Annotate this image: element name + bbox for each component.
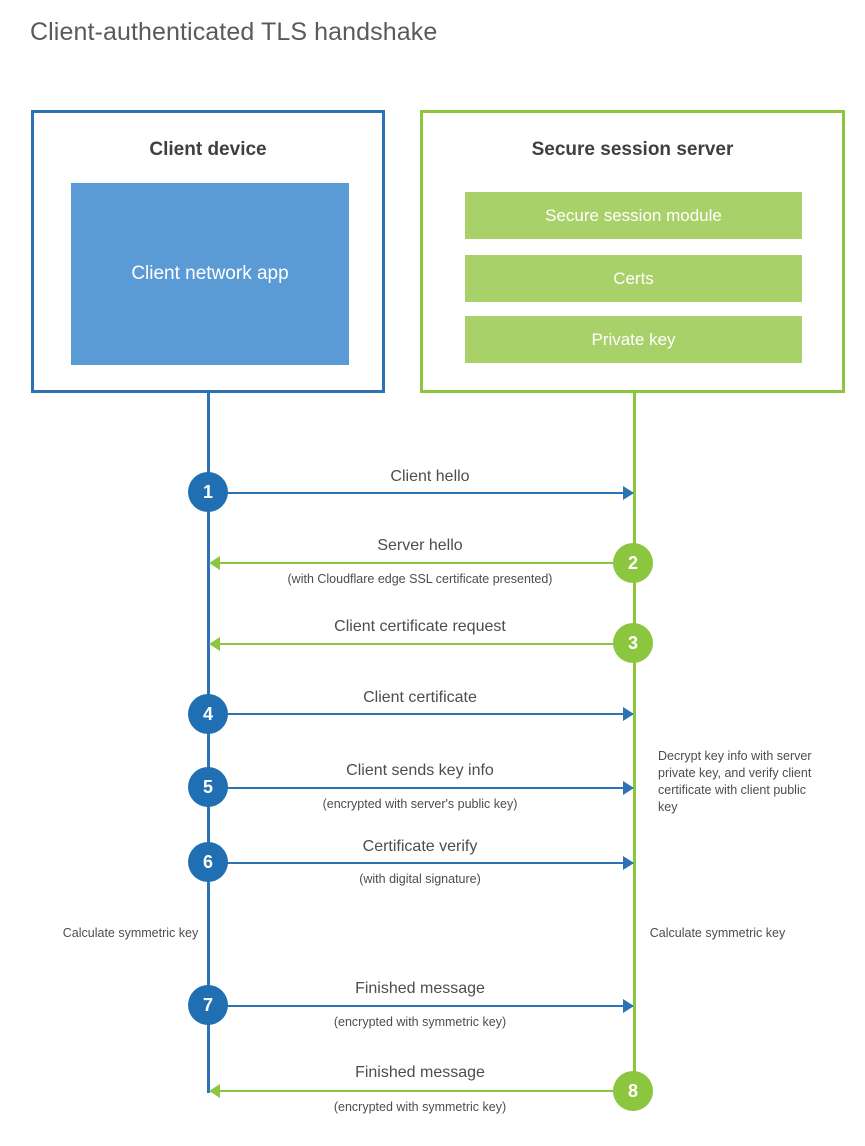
arrow-head-step-8 [209, 1084, 220, 1098]
arrow-line-step-6 [209, 862, 633, 864]
arrow-head-step-7 [623, 999, 634, 1013]
arrow-head-step-2 [209, 556, 220, 570]
secure-session-server-title: Secure session server [531, 139, 734, 160]
arrow-line-step-2 [215, 562, 633, 564]
step-badge-8: 8 [613, 1071, 653, 1111]
arrow-line-step-4 [209, 713, 633, 715]
message-label-step-7: Finished message [355, 980, 485, 997]
arrow-line-step-3 [215, 643, 633, 645]
step-badge-7: 7 [188, 985, 228, 1025]
arrow-head-step-1 [623, 486, 634, 500]
page-title: Client-authenticated TLS handshake [30, 18, 438, 46]
arrow-line-step-5 [209, 787, 633, 789]
arrow-head-step-3 [209, 637, 220, 651]
step-badge-3: 3 [613, 623, 653, 663]
client-device-title: Client device [149, 139, 267, 160]
client-network-app-box: Client network app [71, 183, 349, 365]
message-sub-step-8: (encrypted with symmetric key) [333, 1100, 507, 1114]
arrow-head-step-4 [623, 707, 634, 721]
message-label-step-1: Client hello [390, 468, 470, 485]
message-sub-step-5: (encrypted with server's public key) [322, 797, 518, 811]
message-sub-step-2: (with Cloudflare edge SSL certificate presented) [287, 572, 553, 586]
server-item-certs: Certs [465, 255, 802, 302]
arrow-head-step-5 [623, 781, 634, 795]
arrow-head-step-6 [623, 856, 634, 870]
client-device-panel [31, 110, 385, 393]
secure-session-server-panel [420, 110, 845, 393]
step-badge-2: 2 [613, 543, 653, 583]
arrow-line-step-8 [215, 1090, 633, 1092]
message-label-step-2: Server hello [377, 537, 463, 554]
message-sub-step-7: (encrypted with symmetric key) [333, 1015, 507, 1029]
message-label-step-3: Client certificate request [334, 618, 506, 635]
server-item-private-key: Private key [465, 316, 802, 363]
arrow-line-step-1 [209, 492, 633, 494]
arrow-line-step-7 [209, 1005, 633, 1007]
message-sub-step-6: (with digital signature) [359, 872, 481, 886]
step-badge-4: 4 [188, 694, 228, 734]
step-badge-1: 1 [188, 472, 228, 512]
message-label-step-5: Client sends key info [346, 762, 494, 779]
message-label-step-6: Certificate verify [362, 838, 478, 855]
message-label-step-4: Client certificate [363, 689, 477, 706]
note-client-calculate-key: Calculate symmetric key [62, 926, 199, 940]
step-badge-5: 5 [188, 767, 228, 807]
message-label-step-8: Finished message [355, 1064, 485, 1081]
note-server-calculate-key: Calculate symmetric key [649, 926, 786, 940]
step-badge-6: 6 [188, 842, 228, 882]
server-item-secure-session-module: Secure session module [465, 192, 802, 239]
note-server-decrypt: Decrypt key info with server private key, and verify client certificate with client public key [658, 749, 812, 814]
